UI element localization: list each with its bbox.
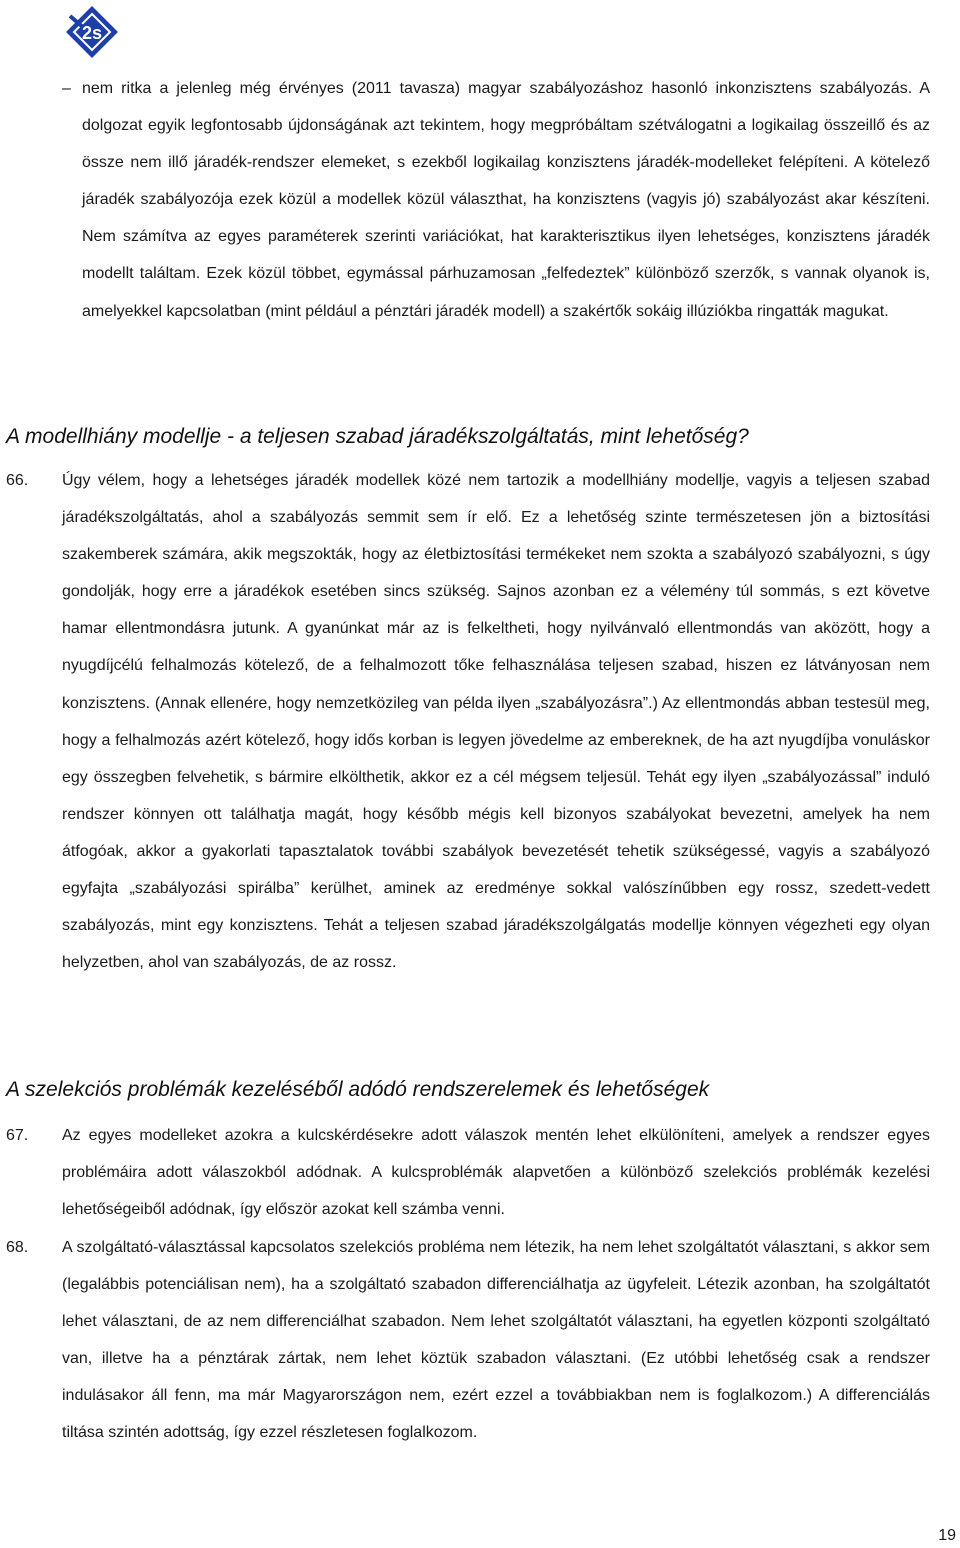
paragraph-67	[6, 1117, 930, 1228]
intro-paragraph	[62, 70, 930, 330]
paragraph-number: 67.	[6, 1127, 29, 1144]
publisher-logo	[62, 4, 122, 60]
paragraph-number: 66.	[6, 472, 29, 489]
page-number: 19	[938, 1527, 956, 1544]
paragraph-66	[6, 462, 930, 981]
intro-text: nem ritka a jelenleg még érvényes (2011 tavasza) magyar szabályozáshoz hasonló inkonzisztens szabályozás. A dolgozat egyik legfontosabb újdonságának azt tekintem, hogy megpróbáltam szétválogatni a logikailag összeillő és az össze nem illő járadék-rendszer elemeket, s ezekből logikailag konzisztens járadék-modelleket felépíteni. A kötelező járadék szabályozója ezek közül a modellek közül választhat, ha konzisztens (vagyis jó) szabályozást akar készíteni. Nem számítva az egyes paraméterek szerinti variációkat, hat karakterisztikus ilyen lehetséges, konzisztens járadék modellt találtam. Ezek közül többet, egymással párhuzamosan „felfedeztek” különböző szerzők, s vannak olyanok is, amelyekkel kapcsolatban (mint például a pénztári járadék modell) a szakértők sokáig illúziókba ringatták magukat.	[82, 80, 930, 320]
paragraph-text: Az egyes modelleket azokra a kulcskérdésekre adott válaszok mentén lehet elkülöníteni, amelyek a rendszer egyes problémáira adott válaszokból adódnak. A kulcsproblémák alapvetően a különböző szelekciós problémák kezelési lehetőségeiből adódnak, így először azokat kell számba venni.	[62, 1127, 930, 1219]
logo-text: 2s	[81, 23, 103, 43]
list-dash: –	[62, 80, 71, 97]
paragraph-text: A szolgáltató-választással kapcsolatos szelekciós probléma nem létezik, ha nem lehet szolgáltatót választani, s akkor sem (legalábbis potenciálisan nem), ha a szolgáltató szabadon differenciálhatja az ügyfeleit. Létezik azonban, ha szolgáltatót lehet választani, de az nem differenciálhat szabadon. Nem lehet szolgáltatót választani, ha egyetlen központi szolgáltató van, illetve ha a pénztárak zártak, nem lehet köztük szabadon választani. (Ez utóbbi lehetőség csak a rendszer indulásakor áll fenn, ma már Magyarországon nem, ezért ezzel a továbbiakban nem is foglalkozom.) A differenciálás tiltása szintén adottság, így ezzel részletesen foglalkozom.	[62, 1239, 930, 1442]
section-heading-2: A szelekciós problémák kezeléséből adódó rendszerelemek és lehetőségek	[6, 1078, 710, 1101]
section-heading-1: A modellhiány modellje - a teljesen szabad járadékszolgáltatás, mint lehetőség?	[6, 425, 749, 448]
paragraph-text: Úgy vélem, hogy a lehetséges járadék modellek közé nem tartozik a modellhiány modellje, vagyis a teljesen szabad járadékszolgáltatás, ahol a szabályozás semmit sem ír elő. Ez a lehetőség szinte természetesen jön a biztosítási szakemberek számára, akik megszokták, hogy az életbiztosítási termékeket nem szokta a szabályozó szabályozni, s úgy gondolják, hogy erre a járadékok esetében sincs szükség. Sajnos azonban ez a vélemény túl sommás, s ezt követve hamar ellentmondásra jutunk. A gyanúnkat már az is felkeltheti, hogy nyilvánvaló ellentmondás van aközött, hogy a nyugdíjcélú felhalmozás kötelező, de a felhalmozott tőke felhasználása teljesen szabad, hiszen ez látványosan nem konzisztens. (Annak ellenére, hogy nemzetközileg van példa ilyen „szabályozásra”.) Az ellentmondás abban testesül meg, hogy a felhalmozás azért kötelező, hogy idős korban is legyen jövedelme az embereknek, de ha azt nyugdíjba vonuláskor egy összegben felvehetik, s bármire elkölthetik, akkor ez a cél mégsem teljesül. Tehát egy ilyen „szabályozással” induló rendszer könnyen ott találhatja magát, hogy később mégis kell bizonyos szabályokat bevezetni, amelyek ha nem átfogóak, akkor a gyakorlati tapasztalatok további szabályok bevezetését tehetik szükségessé, vagyis a szabályozó egyfajta „szabályozási spirálba” kerülhet, aminek az eredménye sokkal valószínűbben egy rossz, szedett-vedett szabályozás, mint egy konzisztens. Tehát a teljesen szabad járadékszolgálgatás modellje könnyen végezheti egy olyan helyzetben, ahol van szabályozás, de az rossz.	[62, 472, 930, 972]
paragraph-68	[6, 1229, 930, 1452]
paragraph-number: 68.	[6, 1239, 29, 1256]
